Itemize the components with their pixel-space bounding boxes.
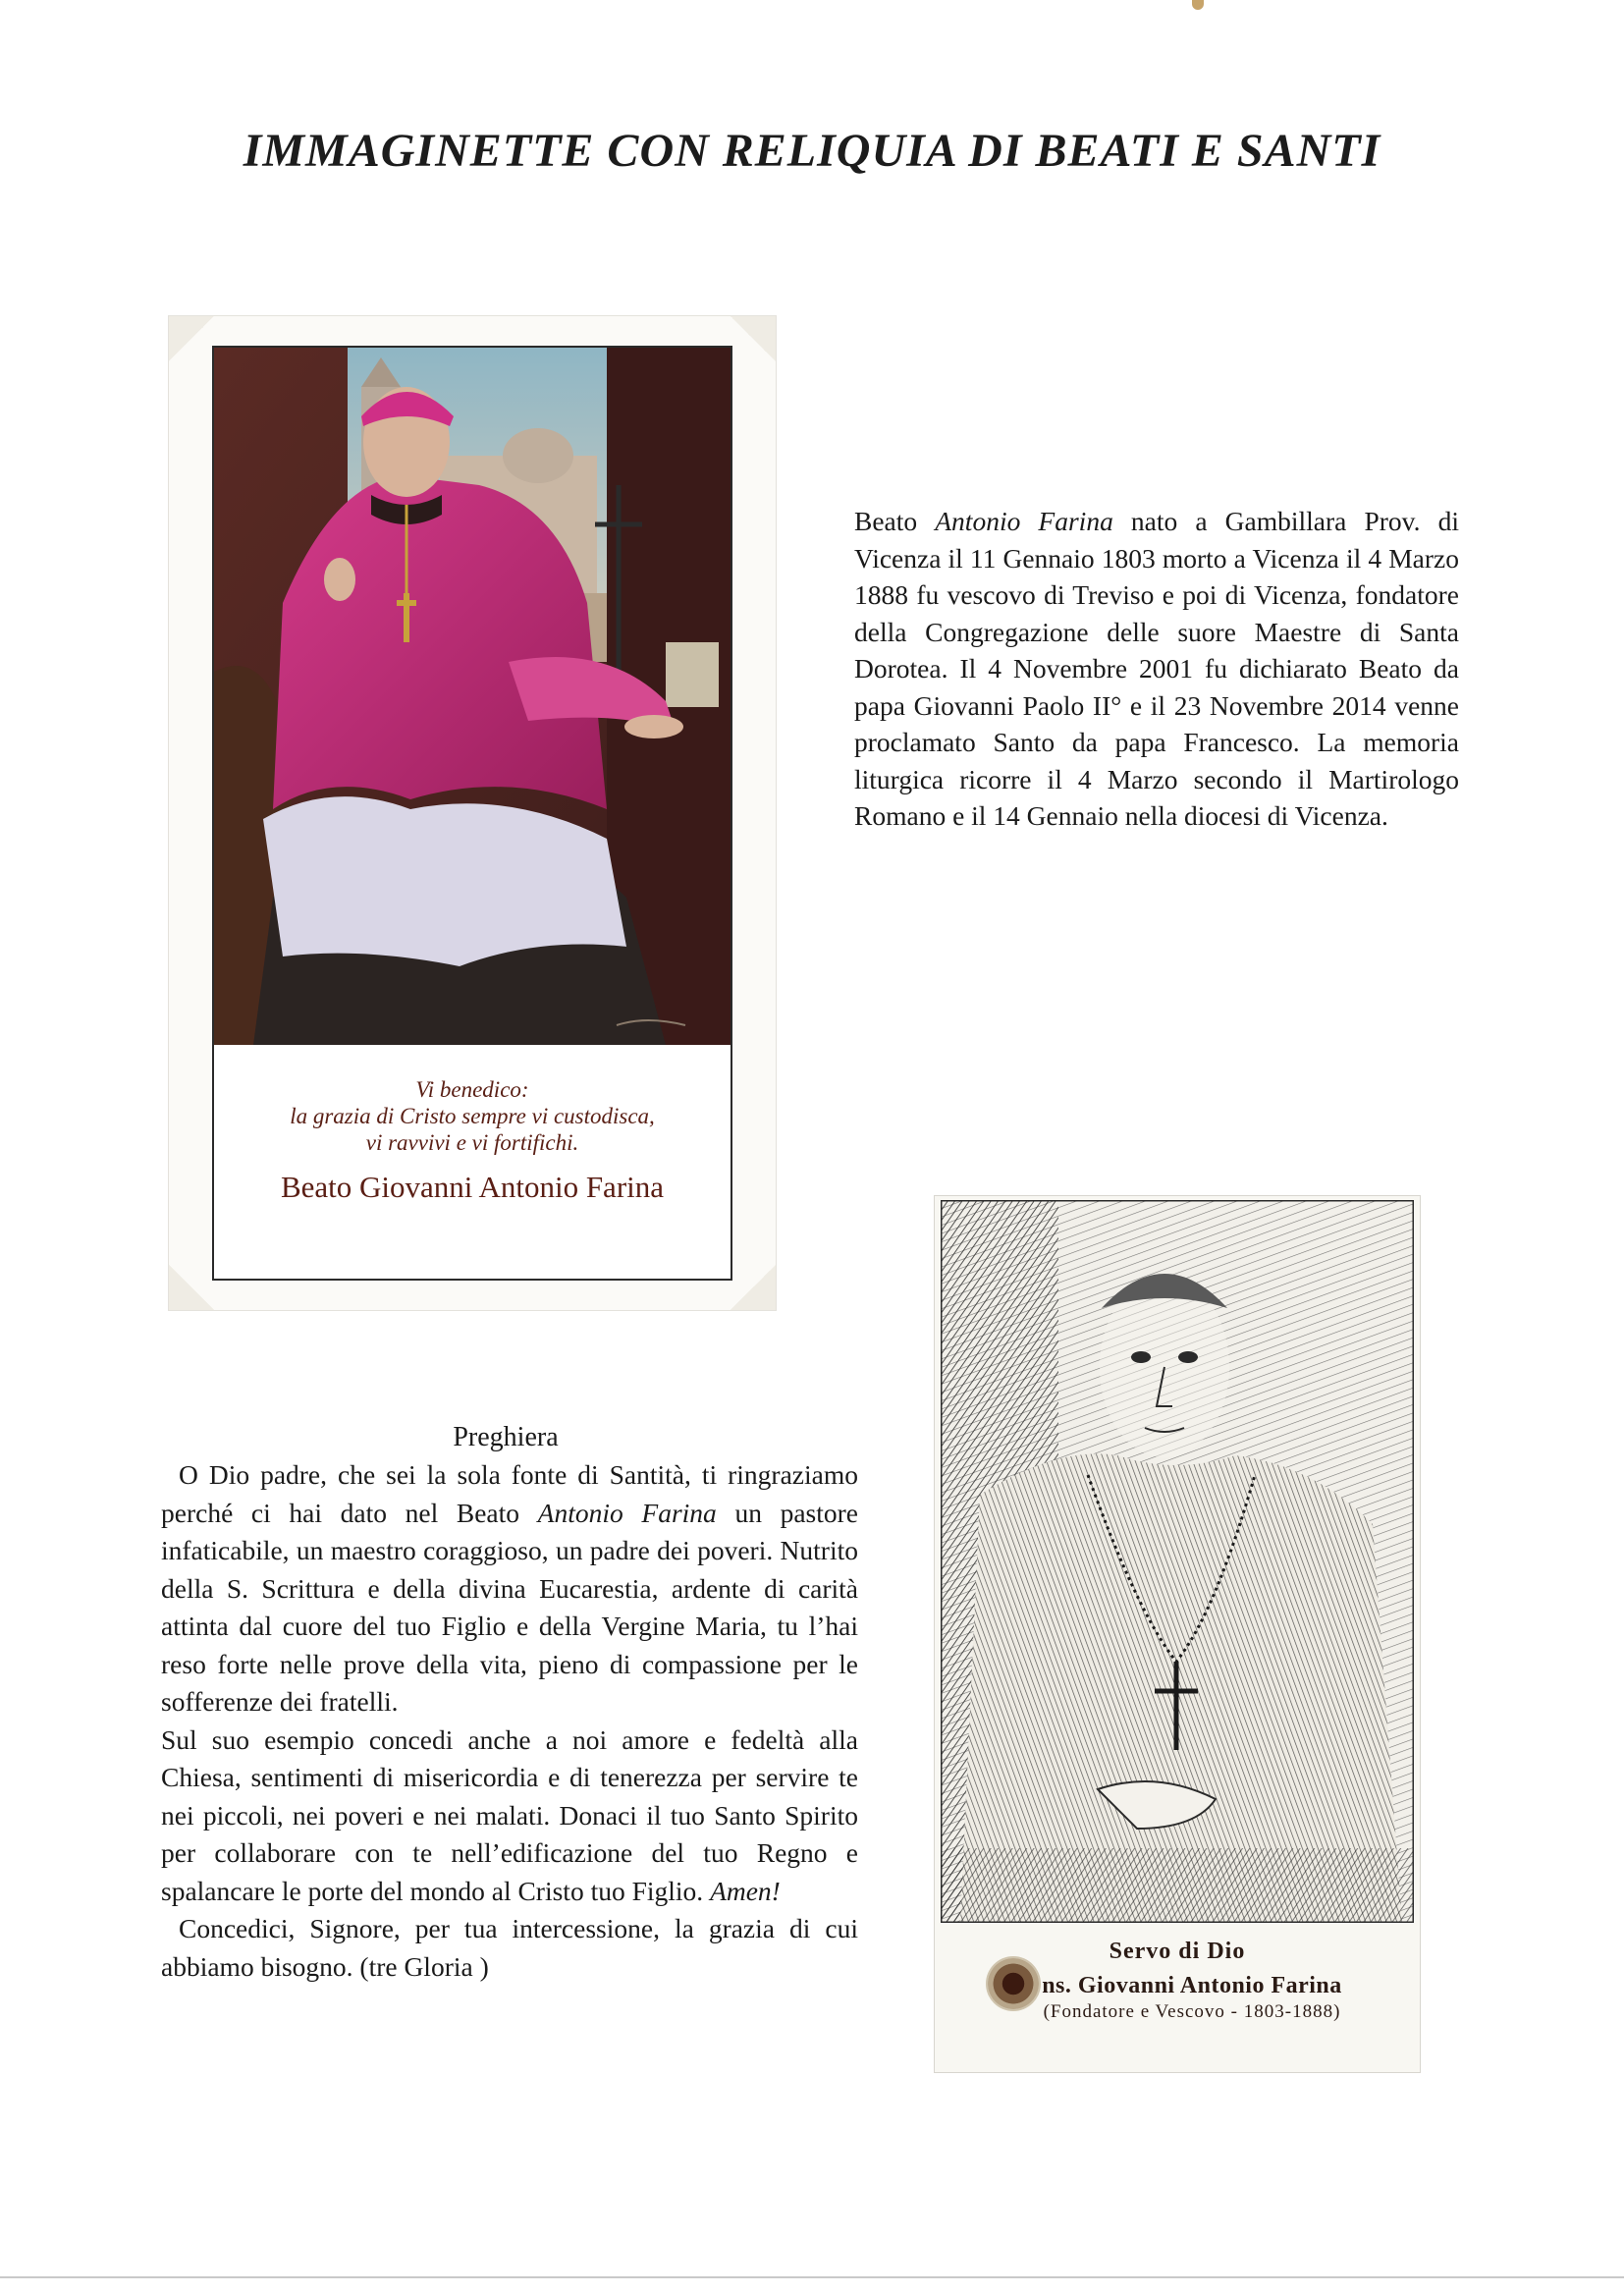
prayer-paragraph <box>161 1722 858 1911</box>
blessing-line: la grazia di Cristo sempre vi custodisca, <box>290 1104 655 1128</box>
prayer-title: Preghiera <box>453 1422 559 1452</box>
card-frame <box>212 346 732 1281</box>
prayer-text <box>161 1456 858 1986</box>
holy-card-color <box>169 316 776 1310</box>
photo-corner <box>731 316 776 361</box>
bio-text: nato a Gambillara Prov. di Vicenza il 11 Gennaio 1803 morto a Vicenza il 4 Marzo 1888 fu vescovo di Treviso e poi di Vicenza, fondatore della Congregazione delle suore Maestre di Santa Dorotea. Il 4 Novembre 2001 fu dichiarato Beato da papa Giovanni Paolo II° e il 23 Novembre 2014 venne proclamato Santo da papa Francesco. La memoria liturgica ricorre il 4 Marzo secondo il Martirologo Romano e il 14 Gennaio nella diocesi di Vicenza. <box>854 506 1459 831</box>
prayer-text-span: O Dio padre, che sei la sola fonte di Santità, ti ringraziamo perché ci hai dato nel Beato <box>161 1459 858 1528</box>
prayer-paragraph: Concedici, Signore, per tua intercessione, la grazia di cui abbiamo bisogno. (tre Gloria ) <box>161 1913 858 1982</box>
prayer-text-span: un pastore infaticabile, un maestro coraggioso, un padre dei poveri. Nutrito della S. Scrittura e della divina Eucarestia, ardente di carità attinta dal cuore del tuo Figlio e della Vergine Maria, tu l’hai reso forte nelle prove della vita, pieno di compassione per le sofferenze dei fratelli. <box>161 1497 858 1717</box>
bishop-portrait-painting <box>214 348 731 1045</box>
card-saint-name: Beato Giovanni Antonio Farina <box>280 1170 665 1204</box>
card-title-line: Servo di Dio <box>1109 1939 1246 1964</box>
prayer-amen: Amen! <box>710 1875 781 1906</box>
bishop-engraving <box>941 1200 1414 1923</box>
paper-speck <box>1192 0 1204 10</box>
photo-corner <box>731 1265 776 1310</box>
blessing-line: vi ravvivi e vi fortifichi. <box>365 1130 579 1155</box>
biography-paragraph <box>854 503 1459 835</box>
photo-corner <box>169 316 214 361</box>
holy-card-relic <box>935 1196 1420 2072</box>
card-caption <box>935 1939 1420 2023</box>
card-caption <box>214 1076 731 1205</box>
card-name-line: ns. Giovanni Antonio Farina <box>1042 1973 1342 1998</box>
bio-name: Antonio Farina <box>935 506 1113 536</box>
bio-text: Beato <box>854 506 936 536</box>
photo-corner <box>169 1265 214 1310</box>
prayer-name: Antonio Farina <box>537 1497 717 1528</box>
prayer-paragraph <box>161 1456 858 1722</box>
blessing-line: Vi benedico: <box>415 1077 529 1102</box>
card-subtitle-line: (Fondatore e Vescovo - 1803-1888) <box>1043 2001 1341 2022</box>
page-title: IMMAGINETTE CON RELIQUIA DI BEATI E SANTI <box>243 125 1381 177</box>
prayer-text-span: Sul suo esempio concedi anche a noi amore e fedeltà alla Chiesa, sentimenti di misericordia e di tenerezza per servire te nei piccoli, nei poveri e nei malati. Donaci il tuo Santo Spirito per collaborare con te nell’edificazione del tuo Regno e spalancare le porte del mondo al Cristo tuo Figlio. <box>161 1723 858 1906</box>
page-edge-line <box>0 2276 1624 2278</box>
